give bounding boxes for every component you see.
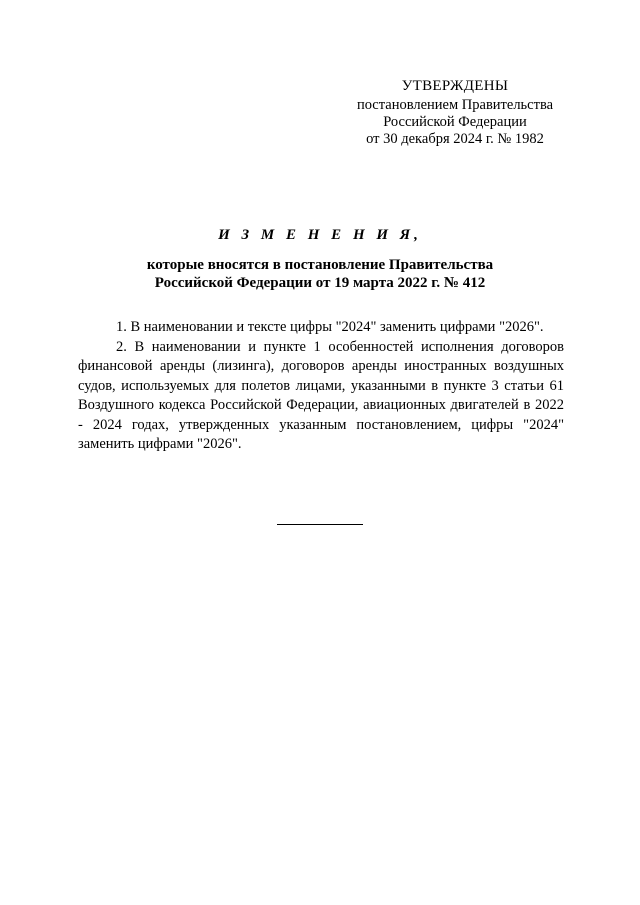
approval-title: УТВЕРЖДЕНЫ xyxy=(401,78,509,94)
document-subtitle-line-2: Российской Федерации от 19 марта 2022 г. № 412 xyxy=(154,275,486,291)
approval-stamp xyxy=(330,78,580,148)
approval-line-2: Российской Федерации xyxy=(383,114,527,130)
approval-line-3: от 30 декабря 2024 г. № 1982 xyxy=(366,131,544,147)
approval-line-1: постановлением Правительства xyxy=(356,97,554,113)
document-body xyxy=(78,318,564,455)
amendment-item-2: 2. В наименовании и пункте 1 особенностей исполнения договоров финансовой аренды (лизинга), договоров аренды иностранных воздушных судов, используемых для полетов лицами, указанными в пункте 3 статьи 61 Воздушного кодекса Российской Федерации, авиационных двигателей в 2022 - 2024 годах, утвержденных указанным постановлением, цифры "2024" заменить цифрами "2026". xyxy=(78,338,564,452)
document-title: И З М Е Н Е Н И Я, xyxy=(218,227,422,243)
end-divider xyxy=(277,524,363,525)
amendment-item-1: 1. В наименовании и тексте цифры "2024" заменить цифрами "2026". xyxy=(116,319,544,335)
document-heading xyxy=(0,226,640,292)
document-subtitle-line-1: которые вносятся в постановление Правительства xyxy=(146,257,494,273)
